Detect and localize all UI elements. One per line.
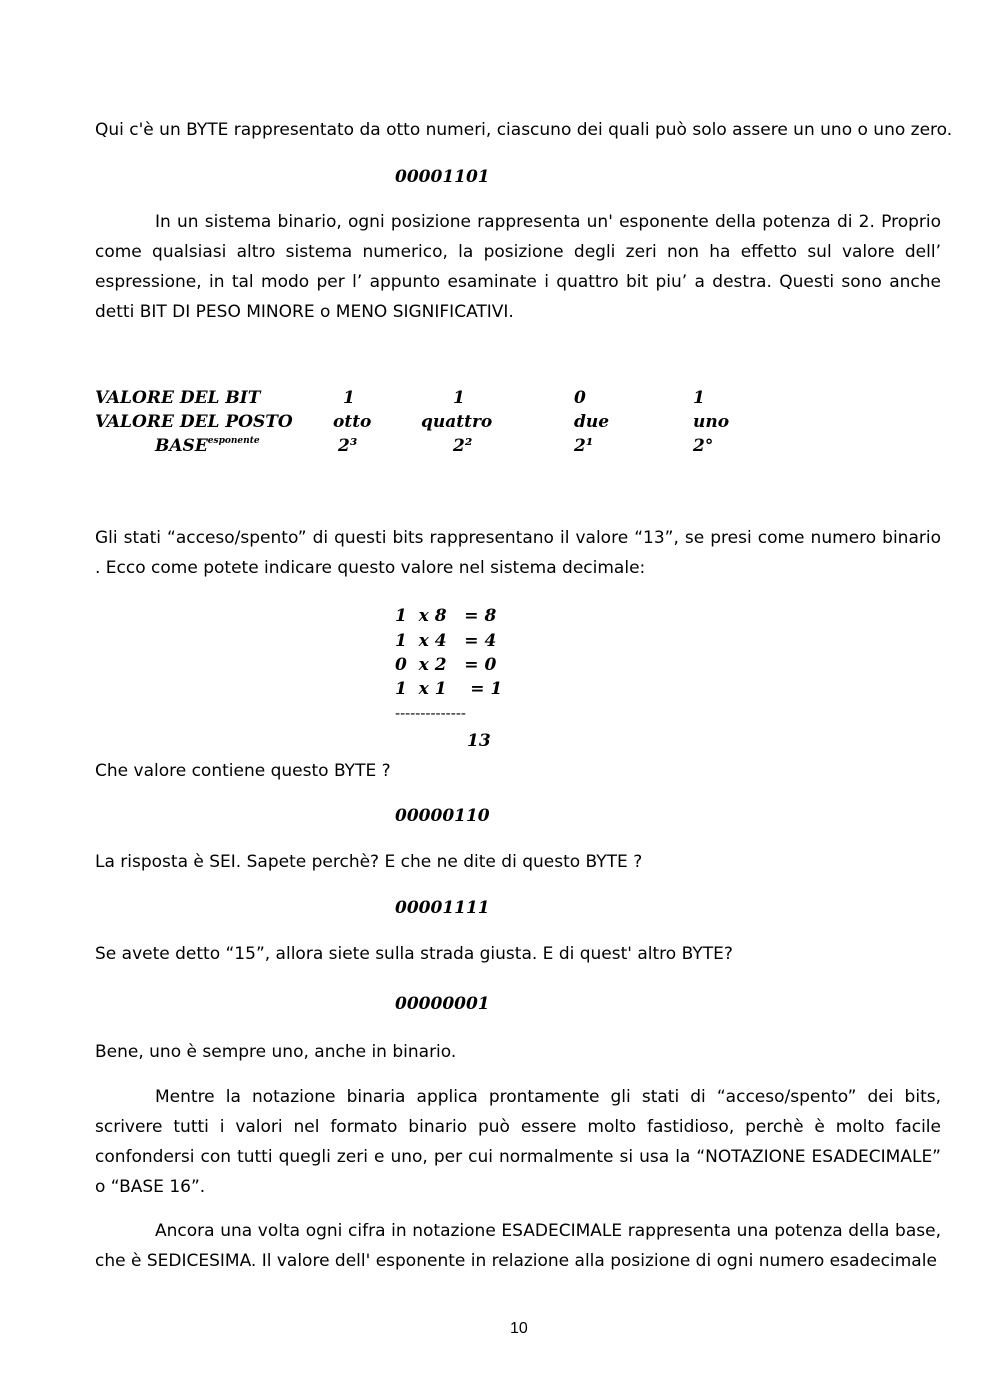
calc-line: 1 x 4 = 4 — [395, 631, 497, 651]
paragraph-answer: La risposta è SEI. Sapete perchè? E che ne dite di questo BYTE ? — [95, 852, 643, 872]
calc-line: 0 x 2 = 0 — [395, 655, 497, 675]
paragraph-binary-system: In un sistema binario, ogni posizione rappresenta un' esponente della potenza di 2. Proprio come qualsiasi altro sistema numerico, la posizione degli zeri non ha effetto sul valore dell’ espressione, in tal modo per l’ appunto esaminate i quattro bit piu’ a destra. Questi sono anche detti BIT DI PESO MINORE o MENO SIGNIFICATIVI. — [95, 212, 941, 322]
cell: 2² — [453, 436, 473, 456]
calc-line: 1 x 1 = 1 — [395, 679, 503, 699]
cell: 1 — [453, 388, 465, 408]
cell: 0 — [574, 388, 586, 408]
calc-line: 1 x 8 = 8 — [395, 606, 497, 626]
cell: 2³ — [338, 436, 358, 456]
byte-example-4: 00000001 — [395, 994, 490, 1014]
paragraph-hex-notation: Mentre la notazione binaria applica prontamente gli stati di “acceso/spento” dei bits, scrivere tutti i valori nel formato binario può essere molto fastidioso, perchè è molto facile confondersi con tutti quegli zeri e uno, per cui normalmente si usa la “NOTAZIONE ESADECIMALE” o “BASE 16”. — [95, 1087, 941, 1197]
cell: otto — [333, 412, 372, 432]
paragraph-states: Gli stati “acceso/spento” di questi bits rappresentano il valore “13”, se presi come numero binario . Ecco come potete indicare questo valore nel sistema decimale: — [95, 528, 941, 578]
page-number: 10 — [510, 1320, 528, 1337]
paragraph-fifteen: Se avete detto “15”, allora siete sulla strada giusta. E di quest' altro BYTE? — [95, 944, 733, 964]
paragraph-one: Bene, uno è sempre uno, anche in binario. — [95, 1042, 457, 1062]
calc-total: 13 — [467, 731, 491, 751]
row-label-place-value: VALORE DEL POSTO — [95, 412, 293, 432]
paragraph-question: Che valore contiene questo BYTE ? — [95, 761, 391, 781]
cell: 2¹ — [574, 436, 594, 456]
cell: 1 — [693, 388, 705, 408]
byte-example-3: 00001111 — [395, 898, 490, 918]
cell: 1 — [343, 388, 355, 408]
byte-example-2: 00000110 — [395, 806, 490, 826]
byte-example-1: 00001101 — [395, 167, 490, 187]
row-label-bit-value: VALORE DEL BIT — [95, 388, 261, 408]
calc-separator: -------------- — [395, 704, 466, 722]
row-label-base: $BASE^{esponente}$ — [155, 436, 260, 456]
cell: due — [574, 412, 610, 432]
cell: uno — [693, 412, 730, 432]
cell: 2° — [693, 436, 714, 456]
cell: quattro — [421, 412, 493, 432]
paragraph-intro: Qui c'è un BYTE rappresentato da otto numeri, ciascuno dei quali può solo assere un uno o uno zero. — [95, 120, 953, 140]
paragraph-hex-base: Ancora una volta ogni cifra in notazione ESADECIMALE rappresenta una potenza della base, che è SEDICESIMA. Il valore dell' esponente in relazione alla posizione di ogni numero esadecimale — [95, 1221, 941, 1271]
